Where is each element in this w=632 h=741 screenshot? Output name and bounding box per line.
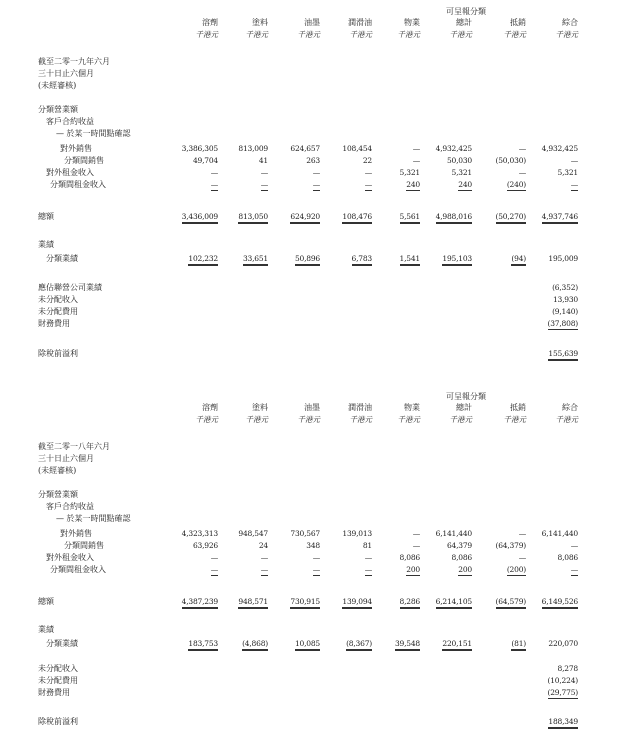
total-cell-value: (50,270) xyxy=(496,212,527,224)
column-header-1: 塗料 xyxy=(252,18,268,27)
column-unit-4: 千港元 xyxy=(397,415,420,424)
total-cell-value: 4,937,746 xyxy=(542,212,578,224)
revenue-cell-value: — xyxy=(260,180,268,189)
results-cell-value: (4,868) xyxy=(242,639,268,651)
revenue-row-label: 分類間租金收入 xyxy=(50,180,106,189)
results-cell xyxy=(470,254,526,264)
column-unit-6: 千港元 xyxy=(503,30,526,39)
results-cell-value: 6,783 xyxy=(352,254,372,266)
total-cell-value: 5,561 xyxy=(400,212,420,224)
column-header-7: 綜合 xyxy=(562,18,578,27)
revenue-cell: 4,932,425 xyxy=(541,144,578,153)
revenue-cell xyxy=(162,565,218,575)
results-cell-value: 195,103 xyxy=(442,254,472,266)
revenue-cell xyxy=(364,180,420,190)
results-cell-value: 39,548 xyxy=(395,639,420,651)
column-unit-3: 千港元 xyxy=(349,30,372,39)
total-cell xyxy=(470,597,526,607)
revenue-cell: 5,321 xyxy=(557,168,578,177)
revenue-cell: — xyxy=(260,553,268,562)
revenue-cell: 108,454 xyxy=(342,144,372,153)
results-cell-value: (94) xyxy=(511,254,526,266)
results-cell-value: 102,232 xyxy=(188,254,218,266)
profit-before-tax-cell xyxy=(522,349,578,359)
adjustment-cell-value: (29,775) xyxy=(547,688,578,697)
total-cell xyxy=(264,597,320,607)
column-unit-7: 千港元 xyxy=(555,415,578,424)
revenue-cell xyxy=(470,565,526,575)
total-cell xyxy=(470,212,526,222)
results-cell-value: 220,151 xyxy=(442,639,472,651)
column-header-7: 綜合 xyxy=(562,403,578,412)
revenue-cell: 50,030 xyxy=(446,156,472,165)
revenue-cell: — xyxy=(312,553,320,562)
revenue-cell: 41 xyxy=(258,156,268,165)
revenue-cell xyxy=(264,180,320,190)
reportable-segments-label: 可呈報分類 xyxy=(446,392,486,401)
revenue-cell: 8,086 xyxy=(399,553,420,562)
revenue-cell-value: (240) xyxy=(506,180,526,189)
revenue-sub2: — 於某一時間點確認 xyxy=(56,514,131,523)
results-cell xyxy=(264,639,320,649)
revenue-cell-value: 240 xyxy=(458,180,472,189)
revenue-cell: — xyxy=(570,541,578,550)
revenue-cell xyxy=(364,565,420,575)
adjustment-cell: (6,352) xyxy=(552,283,578,292)
column-unit-5: 千港元 xyxy=(449,415,472,424)
revenue-cell: 6,141,440 xyxy=(435,529,472,538)
results-cell-value: 1,541 xyxy=(400,254,420,266)
total-cell xyxy=(162,212,218,222)
revenue-cell-value: (200) xyxy=(506,565,526,574)
total-cell xyxy=(364,597,420,607)
column-header-4: 物業 xyxy=(404,18,420,27)
revenue-heading: 分類營業額 xyxy=(38,490,78,499)
revenue-cell: 22 xyxy=(362,156,372,165)
revenue-cell: (50,030) xyxy=(495,156,526,165)
revenue-row-label: 分類間銷售 xyxy=(64,156,104,165)
results-cell xyxy=(162,254,218,264)
segment-results-label: 分類業績 xyxy=(46,254,78,263)
column-unit-2: 千港元 xyxy=(297,30,320,39)
revenue-cell: — xyxy=(570,156,578,165)
total-label: 總額 xyxy=(38,597,54,606)
results-cell-value: 33,651 xyxy=(243,254,268,266)
revenue-cell: 64,379 xyxy=(446,541,472,550)
revenue-cell xyxy=(416,180,472,190)
revenue-cell: 8,086 xyxy=(557,553,578,562)
revenue-cell: — xyxy=(364,553,372,562)
column-header-2: 油墨 xyxy=(304,403,320,412)
results-cell-value: 183,753 xyxy=(188,639,218,651)
revenue-cell-value: 200 xyxy=(458,565,472,574)
total-cell-value: 813,050 xyxy=(238,212,268,224)
revenue-cell: 139,013 xyxy=(342,529,372,538)
results-cell: 195,009 xyxy=(548,254,578,263)
revenue-cell xyxy=(162,180,218,190)
results-cell-value: 10,085 xyxy=(295,639,320,651)
revenue-cell: 24 xyxy=(258,541,268,550)
total-label: 總額 xyxy=(38,212,54,221)
revenue-cell-value: — xyxy=(260,565,268,574)
adjustment-cell xyxy=(522,319,578,329)
revenue-cell: (64,379) xyxy=(495,541,526,550)
revenue-cell: 348 xyxy=(306,541,320,550)
revenue-cell-value: — xyxy=(312,180,320,189)
revenue-cell xyxy=(470,180,526,190)
profit-before-tax-cell-value: 188,349 xyxy=(548,717,578,729)
revenue-cell: — xyxy=(518,168,526,177)
profit-before-tax-cell xyxy=(522,717,578,727)
column-unit-5: 千港元 xyxy=(449,30,472,39)
column-unit-1: 千港元 xyxy=(245,30,268,39)
revenue-cell xyxy=(264,565,320,575)
column-unit-7: 千港元 xyxy=(555,30,578,39)
results-cell xyxy=(364,639,420,649)
revenue-cell-value: — xyxy=(210,565,218,574)
revenue-cell: — xyxy=(210,168,218,177)
total-cell-value: 730,915 xyxy=(290,597,320,609)
revenue-cell-value: 240 xyxy=(406,180,420,189)
revenue-cell: 5,321 xyxy=(451,168,472,177)
revenue-cell-value: 200 xyxy=(406,565,420,574)
column-unit-0: 千港元 xyxy=(195,415,218,424)
total-cell-value: 624,920 xyxy=(290,212,320,224)
revenue-cell-value: — xyxy=(312,565,320,574)
adjustment-cell xyxy=(522,688,578,698)
column-header-1: 塗料 xyxy=(252,403,268,412)
total-cell xyxy=(416,597,472,607)
total-cell xyxy=(364,212,420,222)
total-cell xyxy=(522,597,578,607)
column-header-6: 抵銷 xyxy=(510,403,526,412)
adjustment-label: 未分配費用 xyxy=(38,307,78,316)
revenue-cell xyxy=(522,180,578,190)
period-line-1: 三十日止六個月 xyxy=(38,454,94,463)
column-header-0: 溶劑 xyxy=(202,403,218,412)
revenue-cell: 63,926 xyxy=(192,541,218,550)
total-cell-value: 6,149,526 xyxy=(542,597,578,609)
revenue-cell-value: — xyxy=(570,565,578,574)
revenue-cell: 5,321 xyxy=(399,168,420,177)
column-unit-4: 千港元 xyxy=(397,30,420,39)
revenue-cell: — xyxy=(412,529,420,538)
revenue-cell: 948,547 xyxy=(238,529,268,538)
total-cell-value: (64,579) xyxy=(496,597,527,609)
revenue-row-label: 對外租金收入 xyxy=(46,168,94,177)
results-cell: 220,070 xyxy=(548,639,578,648)
total-cell-value: 4,988,016 xyxy=(436,212,472,224)
adjustment-label: 未分配費用 xyxy=(38,676,78,685)
revenue-sub2: — 於某一時間點確認 xyxy=(56,129,131,138)
revenue-row-label: 分類間租金收入 xyxy=(50,565,106,574)
revenue-cell: — xyxy=(364,168,372,177)
adjustment-cell: 8,278 xyxy=(557,664,578,673)
period-line-0: 截至二零一八年六月 xyxy=(38,442,110,451)
reportable-segments-label: 可呈報分類 xyxy=(446,7,486,16)
column-header-3: 潤滑油 xyxy=(348,403,372,412)
column-unit-6: 千港元 xyxy=(503,415,526,424)
column-unit-3: 千港元 xyxy=(349,415,372,424)
revenue-cell: 81 xyxy=(362,541,372,550)
revenue-cell: 813,009 xyxy=(238,144,268,153)
revenue-cell-value: — xyxy=(364,180,372,189)
results-cell xyxy=(162,639,218,649)
results-cell xyxy=(416,639,472,649)
period-line-0: 截至二零一九年六月 xyxy=(38,57,110,66)
revenue-cell-value: — xyxy=(210,180,218,189)
total-cell xyxy=(264,212,320,222)
adjustment-label: 財務費用 xyxy=(38,319,70,328)
total-cell xyxy=(162,597,218,607)
results-cell-value: (81) xyxy=(511,639,526,651)
period-line-2: (未經審核) xyxy=(38,81,77,90)
revenue-cell xyxy=(212,565,268,575)
revenue-cell: 730,567 xyxy=(290,529,320,538)
revenue-cell: 3,386,305 xyxy=(181,144,218,153)
total-cell-value: 108,476 xyxy=(342,212,372,224)
results-cell xyxy=(264,254,320,264)
profit-before-tax-label: 除稅前溢利 xyxy=(38,349,78,358)
total-cell-value: 948,571 xyxy=(238,597,268,609)
revenue-cell: — xyxy=(412,144,420,153)
revenue-cell: 624,657 xyxy=(290,144,320,153)
results-cell-value: (8,367) xyxy=(346,639,372,651)
revenue-cell: — xyxy=(260,168,268,177)
total-cell xyxy=(212,597,268,607)
adjustment-label: 財務費用 xyxy=(38,688,70,697)
revenue-cell: 8,086 xyxy=(451,553,472,562)
column-header-3: 潤滑油 xyxy=(348,18,372,27)
total-cell xyxy=(522,212,578,222)
total-cell-value: 8,286 xyxy=(400,597,420,609)
revenue-cell xyxy=(212,180,268,190)
period-line-1: 三十日止六個月 xyxy=(38,69,94,78)
total-cell-value: 4,387,239 xyxy=(182,597,218,609)
profit-before-tax-label: 除稅前溢利 xyxy=(38,717,78,726)
column-header-0: 溶劑 xyxy=(202,18,218,27)
revenue-row-label: 對外銷售 xyxy=(60,144,92,153)
results-cell-value: 50,896 xyxy=(295,254,320,266)
adjustment-label: 應佔聯營公司業績 xyxy=(38,283,102,292)
revenue-cell: 4,932,425 xyxy=(435,144,472,153)
results-cell xyxy=(212,254,268,264)
revenue-cell: — xyxy=(312,168,320,177)
column-header-6: 抵銷 xyxy=(510,18,526,27)
column-unit-2: 千港元 xyxy=(297,415,320,424)
revenue-cell-value: — xyxy=(364,565,372,574)
column-header-5: 總計 xyxy=(456,403,472,412)
revenue-cell xyxy=(416,565,472,575)
revenue-cell: — xyxy=(210,553,218,562)
revenue-cell: — xyxy=(518,529,526,538)
revenue-cell: 263 xyxy=(306,156,320,165)
column-header-4: 物業 xyxy=(404,403,420,412)
revenue-cell: — xyxy=(518,553,526,562)
revenue-cell: — xyxy=(518,144,526,153)
revenue-sub1: 客戶合約收益 xyxy=(46,502,94,511)
results-heading: 業績 xyxy=(38,240,54,249)
revenue-cell-value: — xyxy=(570,180,578,189)
revenue-cell xyxy=(522,565,578,575)
adjustment-cell: (9,140) xyxy=(552,307,578,316)
results-heading: 業績 xyxy=(38,625,54,634)
revenue-cell: — xyxy=(412,541,420,550)
revenue-cell: 4,323,313 xyxy=(181,529,218,538)
adjustment-label: 未分配收入 xyxy=(38,664,78,673)
total-cell-value: 6,214,105 xyxy=(436,597,472,609)
revenue-heading: 分類營業額 xyxy=(38,105,78,114)
results-cell xyxy=(470,639,526,649)
total-cell xyxy=(212,212,268,222)
revenue-row-label: 對外租金收入 xyxy=(46,553,94,562)
column-header-5: 總計 xyxy=(456,18,472,27)
revenue-cell: — xyxy=(412,156,420,165)
adjustment-cell: 13,930 xyxy=(552,295,578,304)
results-cell xyxy=(212,639,268,649)
revenue-sub1: 客戶合約收益 xyxy=(46,117,94,126)
column-unit-1: 千港元 xyxy=(245,415,268,424)
adjustment-label: 未分配收入 xyxy=(38,295,78,304)
period-line-2: (未經審核) xyxy=(38,466,77,475)
adjustment-cell-value: (37,808) xyxy=(547,319,578,328)
profit-before-tax-cell-value: 155,639 xyxy=(548,349,578,361)
total-cell-value: 3,436,009 xyxy=(182,212,218,224)
column-header-2: 油墨 xyxy=(304,18,320,27)
revenue-cell: 49,704 xyxy=(192,156,218,165)
revenue-row-label: 分類間銷售 xyxy=(64,541,104,550)
adjustment-cell: (10,224) xyxy=(547,676,578,685)
revenue-row-label: 對外銷售 xyxy=(60,529,92,538)
segment-results-label: 分類業績 xyxy=(46,639,78,648)
results-cell xyxy=(416,254,472,264)
results-cell xyxy=(364,254,420,264)
revenue-cell: 6,141,440 xyxy=(541,529,578,538)
total-cell xyxy=(416,212,472,222)
total-cell-value: 139,094 xyxy=(342,597,372,609)
column-unit-0: 千港元 xyxy=(195,30,218,39)
